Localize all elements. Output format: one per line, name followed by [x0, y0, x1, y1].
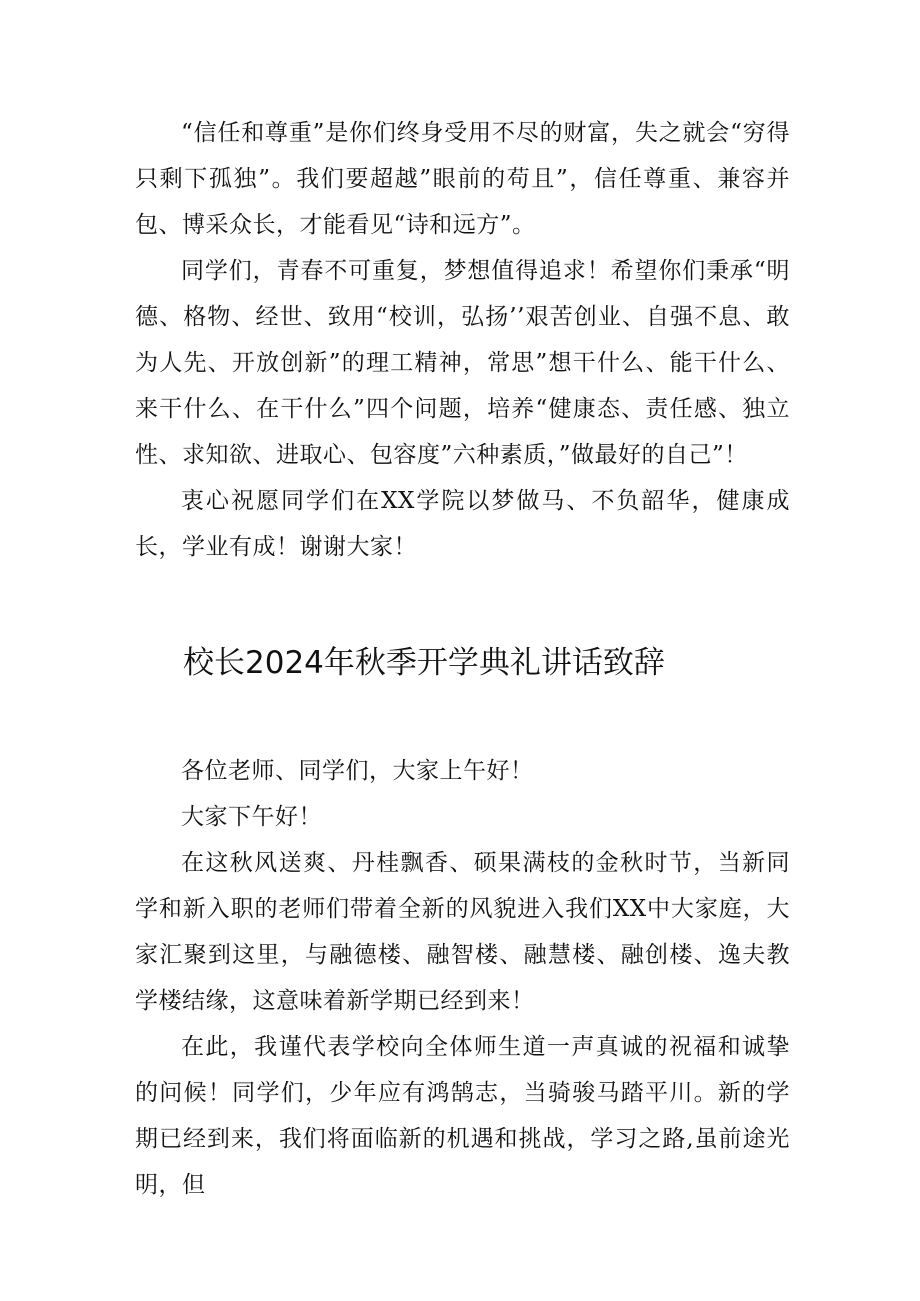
paragraph-blessings: 在此，我谨代表学校向全体师生道一声真诚的祝福和诚挚的问候！同学们，少年应有鸿鹄志，当骑骏马踏平川。新的学期已经到来，我们将面临新的机遇和挑战，学习之路,虽前途光明，但 — [135, 1034, 790, 1198]
paragraph-greeting-afternoon: 大家下午好！ — [181, 804, 322, 830]
speech-title: 校长2024年秋季开学典礼讲话致辞 — [183, 645, 665, 681]
paragraph-trust-respect: “信任和尊重”是你们终身受用不尽的财富，失之就会“穷得只剩下孤独”。我们要超越”眼前的苟且”，信任尊重、兼容并包、博采众长，才能看见“诗和远方”。 — [135, 120, 790, 238]
document-page — [135, 110, 790, 1208]
paragraph-greeting-morning: 各位老师、同学们，大家上午好！ — [181, 758, 534, 784]
paragraph-youth-dream: 同学们，青春不可重复，梦想值得追求！希望你们秉承“明德、格物、经世、致用“校训，弘扬’’艰苦创业、自强不息、敢为人先、开放创新”的理工精神，常思”想干什么、能干什么、来干什么、在干什么”四个问题，培养“健康态、责任感、独立性、求知欲、进取心、包容度”六种素质，”做最好的自己”！ — [135, 258, 790, 468]
paragraph-closing-wishes: 衷心祝愿同学们在XX学院以梦做马、不负韶华，健康成长，学业有成！谢谢大家！ — [135, 488, 790, 560]
paragraph-autumn-season: 在这秋风送爽、丹桂飘香、硕果满枝的金秋时节，当新同学和新入职的老师们带着全新的风貌进入我们XX中大家庭，大家汇聚到这里，与融德楼、融智楼、融慧楼、融创楼、逸夫教学楼结缘，这意味着新学期已经到来！ — [135, 850, 790, 1014]
previous-speech-ending — [135, 110, 790, 570]
speech-body — [135, 748, 790, 1208]
